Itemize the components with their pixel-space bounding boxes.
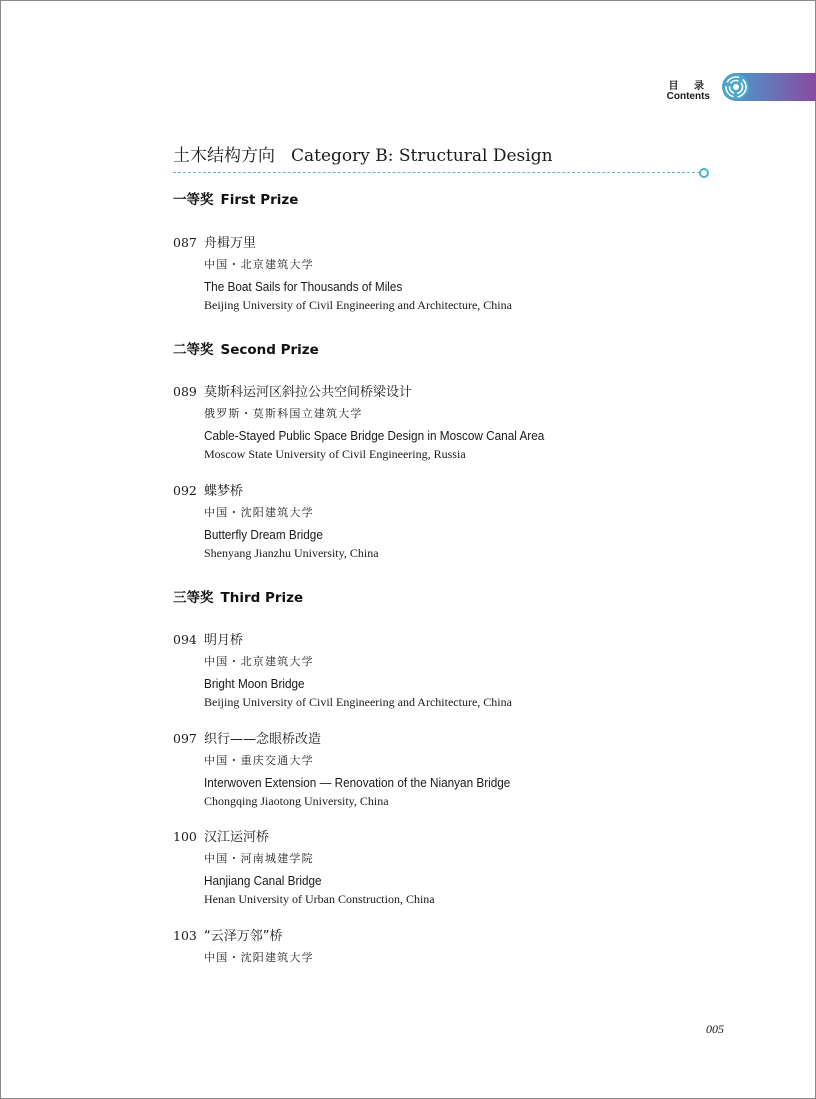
header-contents-en: Contents [666,91,710,102]
list-item[interactable] [173,728,733,809]
list-item[interactable] [173,629,733,710]
entry-title-cn: 织行——念眼桥改造 [204,732,322,747]
prize-heading-third [173,586,303,606]
category-title-en: Category B: Structural Design [291,146,553,166]
divider-end-circle-icon [699,168,709,178]
entry-university-en: Shenyang Jianzhu University, China [204,546,379,560]
prize-second-cn: 二等奖 [173,342,214,358]
category-title [173,141,553,166]
entry-page-number: 097 [173,731,197,746]
list-item[interactable] [173,232,733,313]
entry-title-en: Butterfly Dream Bridge [204,528,323,542]
entry-page-number: 089 [173,384,197,399]
entry-page-number: 103 [173,928,197,943]
entry-title-cn: 汉江运河桥 [204,830,270,845]
list-item[interactable] [173,480,733,561]
dashed-divider [173,172,700,173]
entry-university-cn: 中国・北京建筑大学 [204,258,314,271]
category-title-cn: 土木结构方向 [173,146,275,166]
entry-page-number: 087 [173,235,197,250]
entry-page-number: 094 [173,632,197,647]
entry-title-en: Cable-Stayed Public Space Bridge Design in Moscow Canal Area [204,429,545,443]
prize-third-cn: 三等奖 [173,590,214,606]
entry-university-cn: 中国・北京建筑大学 [204,655,314,668]
entry-title-cn: 舟楫万里 [204,236,257,251]
entry-title-cn: 莫斯科运河区斜拉公共空间桥梁设计 [204,385,413,400]
prize-second-en: Second Prize [220,342,319,358]
list-item[interactable] [173,925,733,965]
entry-university-cn: 中国・河南城建学院 [204,852,314,865]
swirl-logo-icon [722,73,750,101]
entry-title-cn: 蝶梦桥 [204,484,244,499]
prize-third-en: Third Prize [220,590,304,606]
prize-heading-second [173,338,319,358]
entry-university-en: Beijing University of Civil Engineering and Architecture, China [204,695,512,709]
entry-university-cn: 中国・沈阳建筑大学 [204,951,314,964]
prize-first-en: First Prize [220,192,299,208]
header-contents-cn: 目 录 [668,81,710,92]
entry-title-en: Bright Moon Bridge [204,677,305,691]
entry-title-cn: 明月桥 [204,633,244,648]
entry-university-en: Beijing University of Civil Engineering and Architecture, China [204,298,512,312]
page-number: 005 [706,1022,724,1036]
prize-first-cn: 一等奖 [173,192,214,208]
prize-heading-first [173,188,298,208]
entry-university-cn: 中国・重庆交通大学 [204,754,314,767]
entry-title-en: Hanjiang Canal Bridge [204,874,322,888]
entry-page-number: 100 [173,829,197,844]
entry-page-number: 092 [173,483,197,498]
entry-university-cn: 俄罗斯・莫斯科国立建筑大学 [204,407,363,420]
entry-university-cn: 中国・沈阳建筑大学 [204,506,314,519]
entry-university-en: Moscow State University of Civil Engineering, Russia [204,447,466,461]
list-item[interactable] [173,381,733,462]
entry-title-en: The Boat Sails for Thousands of Miles [204,280,403,294]
entry-title-cn: “云泽万邻”桥 [204,929,283,944]
entry-university-en: Henan University of Urban Construction, China [204,892,435,906]
list-item[interactable] [173,826,733,907]
entry-university-en: Chongqing Jiaotong University, China [204,794,389,808]
entry-title-en: Interwoven Extension — Renovation of the Nianyan Bridge [204,776,511,790]
